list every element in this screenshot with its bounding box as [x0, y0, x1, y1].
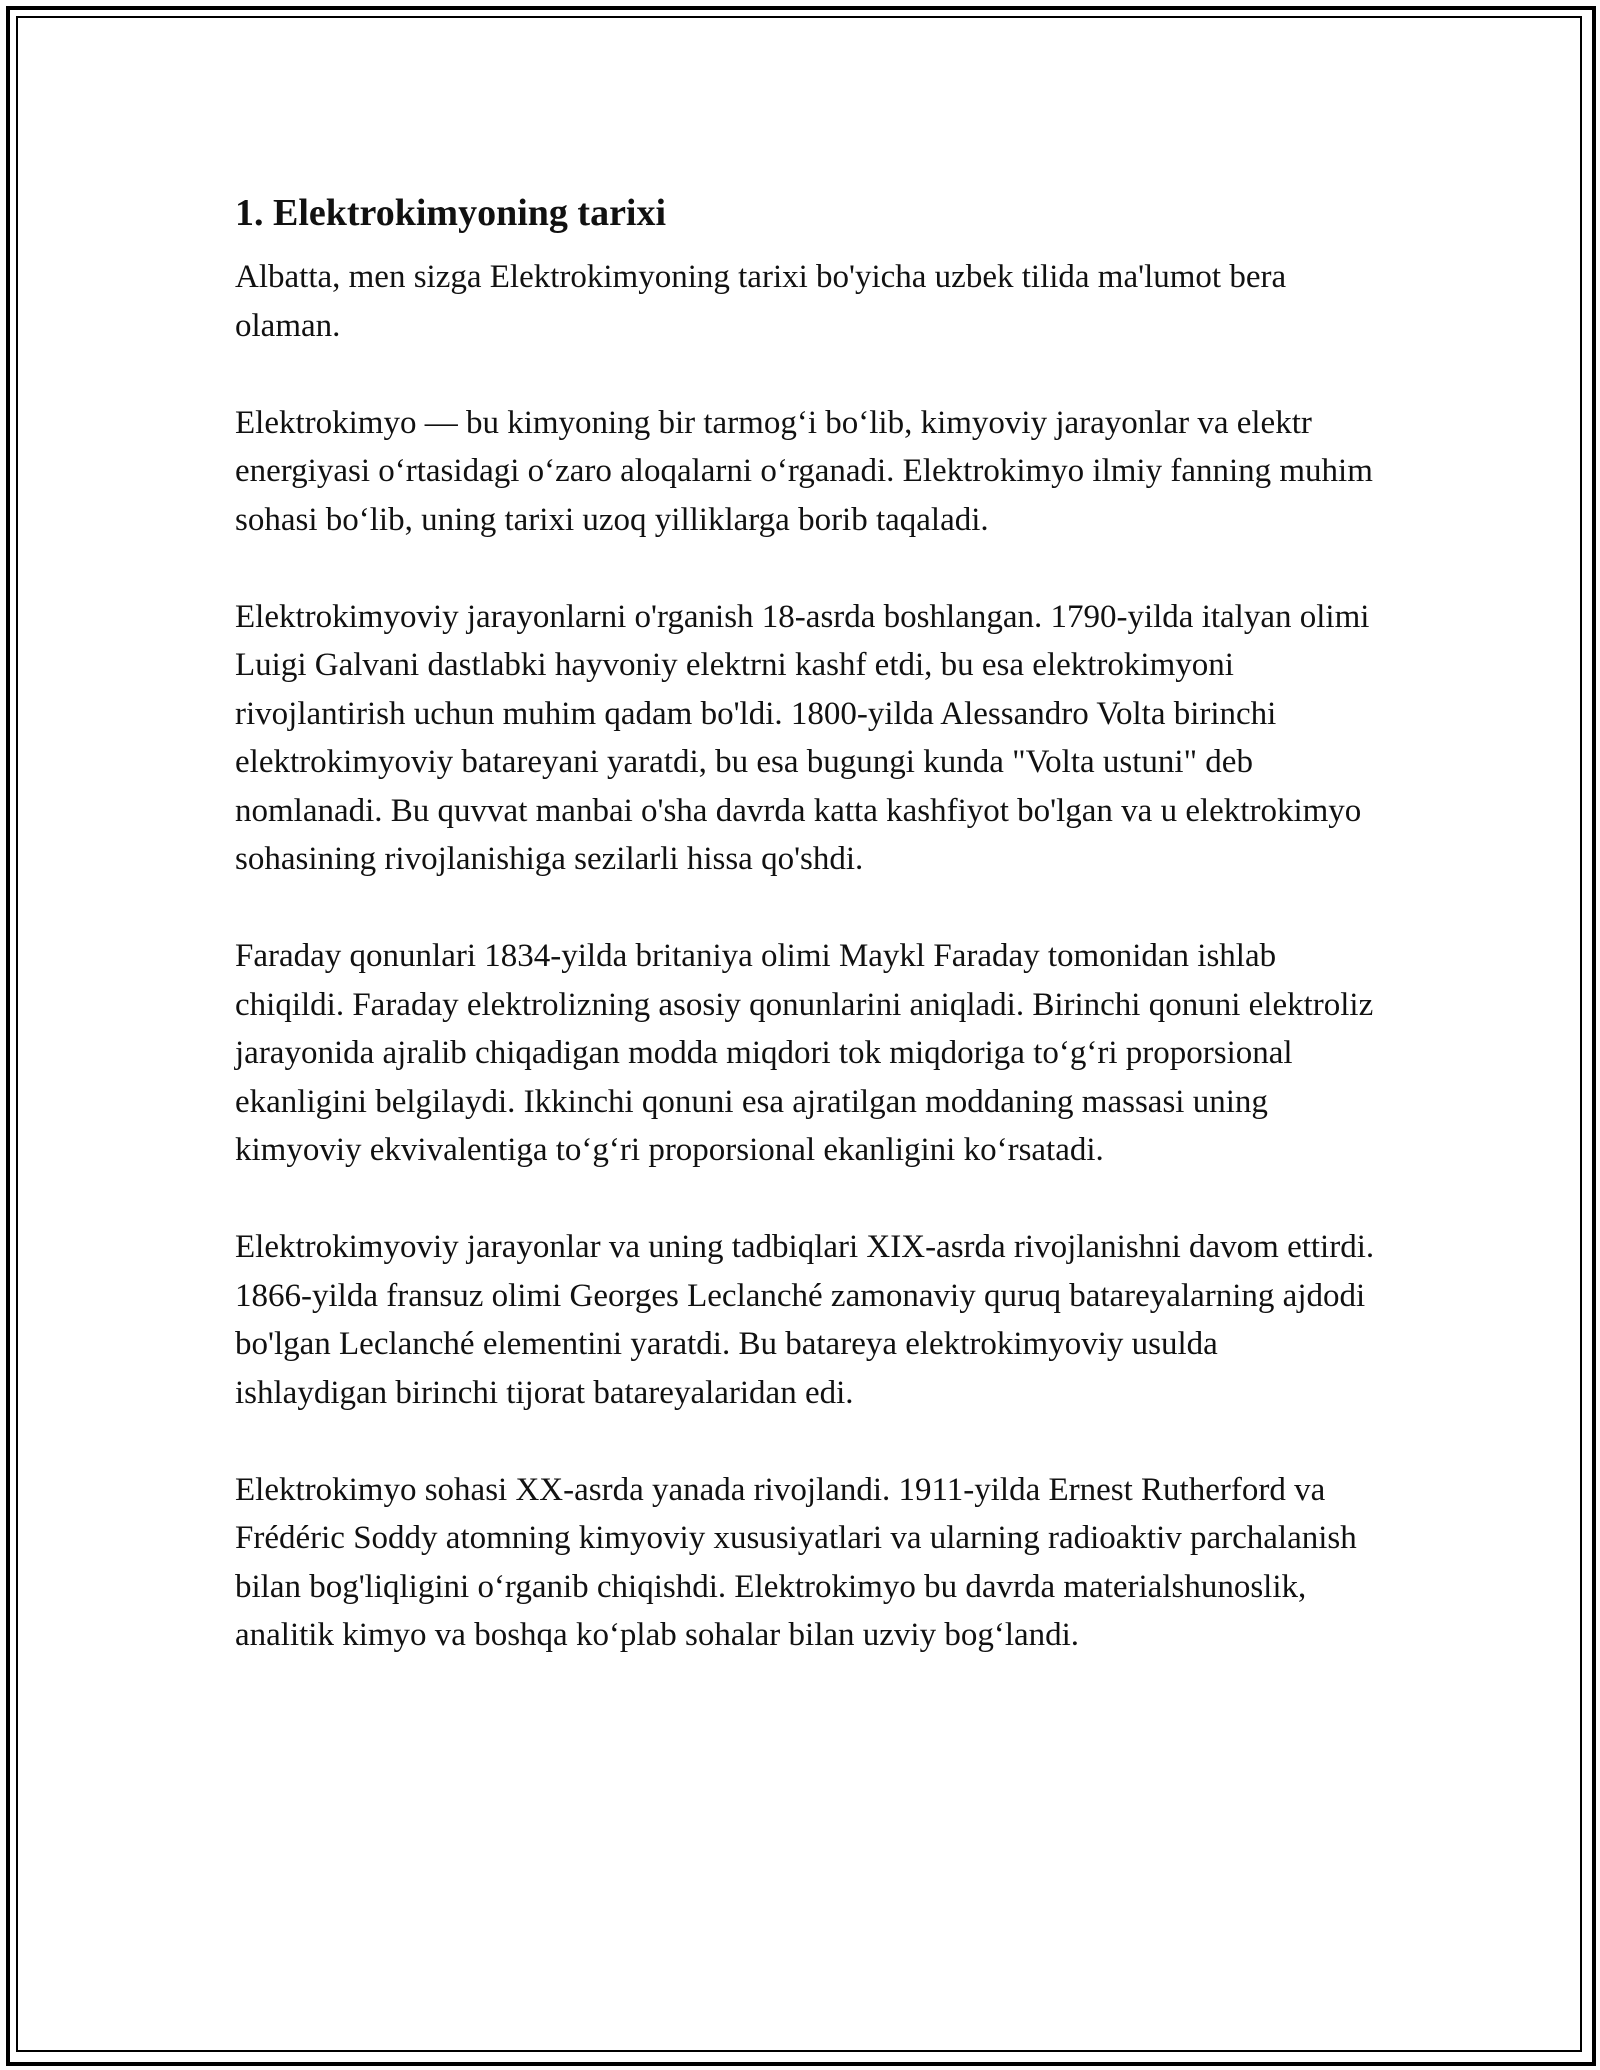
section-heading: 1. Elektrokimyoning tarixi: [235, 192, 667, 234]
document-body: [235, 183, 1375, 1708]
paragraph-intro: Albatta, men sizga Elektrokimyoning tarixi bo'yicha uzbek tilida ma'lumot bera olaman.: [235, 259, 1287, 344]
paragraph-18th-century: Elektrokimyoviy jarayonlarni o'rganish 18-asrda boshlangan. 1790-yilda italyan olimi Luigi Galvani dastlabki hayvoniy elektrni kashf etdi, bu esa elektrokimyoni rivojlantirish uchun muhim qadam bo'ldi. 1800-yilda Alessandro Volta birinchi elektrokimyoviy batareyani yaratdi, bu esa bugungi kunda "Volta ustuni" deb nomlanadi. Bu quvvat manbai o'sha davrda katta kashfiyot bo'lgan va u elektrokimyo sohasining rivojlanishiga sezilarli hissa qo'shdi.: [235, 598, 1370, 877]
paragraph-20th-century: Elektrokimyo sohasi XX-asrda yanada rivojlandi. 1911-yilda Ernest Rutherford va Frédéric Soddy atomning kimyoviy xususiyatlari va ularning radioaktiv parchalanish bilan bog'liqligini oʻrganib chiqishdi. Elektrokimyo bu davrda materialshunoslik, analitik kimyo va boshqa koʻplab sohalar bilan uzviy bogʻlandi.: [235, 1471, 1357, 1653]
paragraph-faraday-laws: Faraday qonunlari 1834-yilda britaniya olimi Maykl Faraday tomonidan ishlab chiqildi. Faraday elektrolizning asosiy qonunlarini aniqladi. Birinchi qonuni elektroliz jarayonida ajralib chiqadigan modda miqdori tok miqdoriga toʻgʻri proporsional ekanligini belgilaydi. Ikkinchi qonuni esa ajratilgan moddaning massasi uning kimyoviy ekvivalentiga toʻgʻri proporsional ekanligini koʻrsatadi.: [235, 938, 1374, 1168]
paragraph-definition: Elektrokimyo — bu kimyoning bir tarmogʻi boʻlib, kimyoviy jarayonlar va elektr energiyasi oʻrtasidagi oʻzaro aloqalarni oʻrganadi. Elektrokimyo ilmiy fanning muhim sohasi boʻlib, uning tarixi uzoq yilliklarga borib taqaladi.: [235, 404, 1373, 538]
paragraph-19th-century: Elektrokimyoviy jarayonlar va uning tadbiqlari XIX-asrda rivojlanishni davom ettirdi. 1866-yilda fransuz olimi Georges Leclanché zamonaviy quruq batareyalarning ajdodi bo'lgan Leclanché elementini yaratdi. Bu batareya elektrokimyoviy usulda ishlaydigan birinchi tijorat batareyalaridan edi.: [235, 1229, 1375, 1411]
